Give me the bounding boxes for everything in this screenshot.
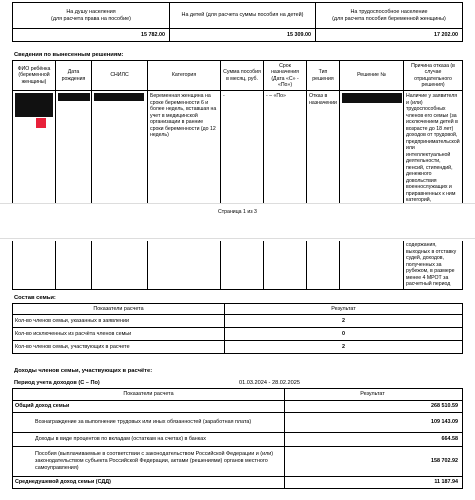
col-category: Категория (148, 61, 221, 91)
summary-value-children: 15 309.00 (170, 29, 316, 42)
summary-table (12, 2, 463, 42)
cell-term: - – «По» (264, 91, 307, 220)
row-value: 158 702.92 (285, 447, 463, 477)
cell-amount: - (221, 91, 264, 220)
cell-category: Беременная женщина на сроке беременности 6 и более недель, вставшая на учет в медицинской организации в ранние сроки беременности (до 12 недель) (148, 91, 221, 220)
col-birthdate: Дата рождения (56, 61, 92, 91)
decisions-table (12, 60, 463, 220)
row-label: Вознаграждение за выполнение трудовых или иных обязанностей (заработная плата) (13, 413, 285, 433)
redaction-block (15, 93, 53, 117)
family-header-result: Результат (225, 304, 463, 315)
row-value: 0 (225, 328, 463, 341)
table-row (13, 477, 463, 489)
col-reason: Причина отказа (в случае отрицательного решения) (404, 61, 463, 91)
cell-empty (56, 241, 92, 289)
income-header-result: Результат (285, 389, 463, 401)
col-type: Тип решения (307, 61, 340, 91)
cell-type: Отказ в назначении (307, 91, 340, 220)
redaction-block (58, 93, 90, 101)
row-value: 2 (225, 341, 463, 354)
cell-empty (221, 241, 264, 289)
income-avg-label: Среднедушевой доход семьи (СДД) (13, 477, 285, 489)
income-header-indicator: Показатели расчета (13, 389, 285, 401)
row-label: Кол-во исключенных из расчёта членов семьи (13, 328, 225, 341)
row-label: Кол-во членов семьи, участвующих в расчете (13, 341, 225, 354)
redaction-block (94, 93, 144, 101)
cell-empty (264, 241, 307, 289)
cell-empty (340, 241, 404, 289)
red-mark (36, 118, 46, 128)
table-row (13, 315, 463, 328)
income-total-value: 268 510.59 (285, 401, 463, 413)
row-label: Кол-во членов семьи, указанных в заявлении (13, 315, 225, 328)
summary-header-per-capita: На душу населения (для расчета права на пособие) (13, 3, 170, 29)
cell-empty (92, 241, 148, 289)
period-label: Период учета доходов (С – По) (14, 380, 100, 386)
income-total-label: Общий доход семьи (13, 401, 285, 413)
summary-header-working: На трудоспособное население (для расчета пособия беременной женщины) (316, 3, 463, 29)
col-fio: ФИО ребёнка (беременной женщины) (13, 61, 56, 91)
summary-header-children: На детей (для расчета суммы пособия на детей) (170, 3, 316, 29)
cell-empty (13, 241, 56, 289)
summary-value-working: 17 202.00 (316, 29, 463, 42)
income-avg-value: 11 187.94 (285, 477, 463, 489)
row-value: 2 (225, 315, 463, 328)
col-snils: СНИЛС (92, 61, 148, 91)
page-label: Страница 1 из 3 (218, 209, 257, 215)
col-amount: Сумма пособия в месяц, руб. (221, 61, 264, 91)
table-row (13, 413, 463, 433)
summary-value-per-capita: 15 782.00 (13, 29, 170, 42)
col-term: Срок назначения (Дата «С» - «По») (264, 61, 307, 91)
income-title: Доходы членов семьи, участвующих в расчёте: (14, 368, 153, 374)
table-row (13, 328, 463, 341)
period-value: 01.03.2024 - 28.02.2025 (239, 380, 300, 386)
row-label: Доходы в виде процентов по вкладам (остаткам на счетах) в банках (13, 433, 285, 447)
cell-decision-no (340, 91, 404, 220)
cell-reason-continued: содержания, выходных в отставку судей, доходов, полученных за рубежом, в размере менее 4 МРОТ за расчетный период (404, 241, 463, 289)
col-decision-no: Решение № (340, 61, 404, 91)
table-row (13, 447, 463, 477)
table-row (13, 401, 463, 413)
cell-fio (13, 91, 56, 220)
family-table (12, 303, 463, 354)
table-row (13, 433, 463, 447)
row-value: 109 143.09 (285, 413, 463, 433)
family-header-indicator: Показатели расчета (13, 304, 225, 315)
cell-empty (307, 241, 340, 289)
redaction-block (342, 93, 402, 103)
row-value: 664.58 (285, 433, 463, 447)
cell-reason: Наличие у заявителя и (или) трудоспособных членов его семьи (за исключением детей в возрасте до 18 лет) доходов от трудовой, предпринимательской или интеллектуальной деятельности, пенсий, стипендий, денежного довольствия военнослужащих и приравненных к ним категорий, (404, 91, 463, 220)
cell-snils (92, 91, 148, 220)
decisions-continuation (12, 241, 463, 290)
cell-birthdate (56, 91, 92, 220)
cell-empty (148, 241, 221, 289)
family-title: Состав семьи: (14, 295, 56, 301)
decisions-title: Сведения по вынесенным решениям: (14, 52, 124, 58)
row-label: Пособия (выплачиваемые в соответствии с законодательством Российской Федерации и (или) законодательством субъекта Российской Федерации, актами (решениями) органов местного самоуправления) (13, 447, 285, 477)
table-row (13, 341, 463, 354)
income-table (12, 388, 463, 489)
